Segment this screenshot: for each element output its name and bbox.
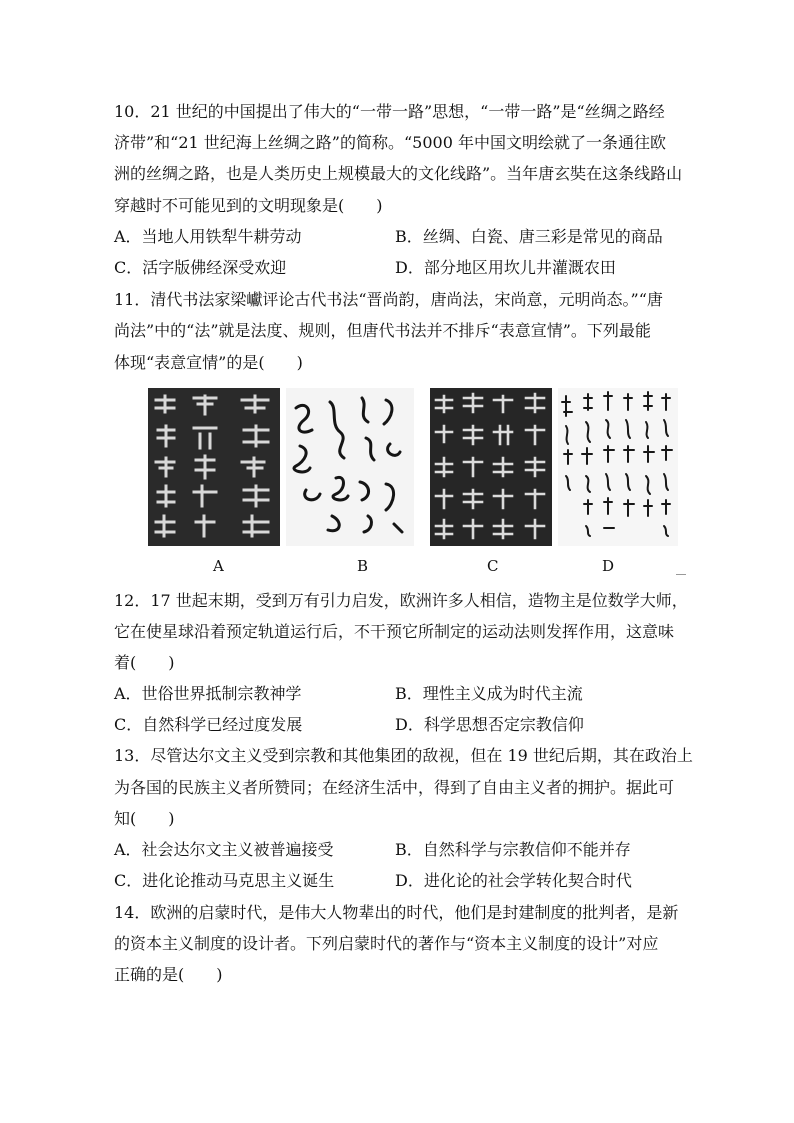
question-13-option-b[interactable]: B．自然科学与宗教信仰不能并存 — [395, 840, 631, 859]
calligraphy-sample-d[interactable] — [558, 388, 678, 546]
question-10-option-b[interactable]: B．丝绸、白瓷、唐三彩是常见的商品 — [395, 227, 663, 246]
figure-caption-a: A — [213, 557, 224, 575]
figure-caption-d: D — [602, 557, 615, 575]
question-10-option-c[interactable]: C．活字版佛经深受欢迎 — [114, 258, 287, 277]
figure-caption-c: C — [487, 557, 499, 575]
question-10-line-1: 10．21 世纪的中国提出了伟大的“一带一路”思想，“一带一路”是“丝绸之路经 — [114, 102, 665, 121]
question-12-option-d[interactable]: D．科学思想否定宗教信仰 — [395, 715, 584, 734]
question-10-option-d[interactable]: D．部分地区用坎儿井灌溉农田 — [395, 258, 616, 277]
question-11-line-3: 体现“表意宣情”的是( ) — [114, 353, 303, 372]
question-14-line-1: 14．欧洲的启蒙时代，是伟大人物辈出的时代，他们是封建制度的批判者，是新 — [114, 903, 679, 922]
question-12-line-3: 着( ) — [114, 653, 175, 672]
question-13-option-c[interactable]: C．进化论推动马克思主义诞生 — [114, 871, 335, 890]
calligraphy-figure — [148, 388, 678, 548]
question-13-line-3: 知( ) — [114, 809, 175, 828]
question-11-line-2: 尚法”中的“法”就是法度、规则，但唐代书法并不排斥“表意宣情”。下列最能 — [114, 321, 651, 340]
question-12-option-b[interactable]: B．理性主义成为时代主流 — [395, 684, 583, 703]
calligraphy-sample-c[interactable] — [430, 388, 552, 546]
question-10-line-4: 穿越时不可能见到的文明现象是( ) — [114, 196, 383, 215]
question-13-line-1: 13．尽管达尔文主义受到宗教和其他集团的敌视，但在 19 世纪后期，其在政治上 — [114, 746, 693, 765]
question-10-line-2: 济带”和“21 世纪海上丝绸之路”的简称。“5000 年中国文明绘就了一条通往欧 — [114, 133, 666, 152]
calligraphy-sample-b[interactable] — [286, 388, 414, 546]
calligraphy-sample-a[interactable] — [148, 388, 280, 546]
question-13-option-d[interactable]: D．进化论的社会学转化契合时代 — [395, 871, 632, 890]
question-13-line-2: 为各国的民族主义者所赞同；在经济生活中，得到了自由主义者的拥护。据此可 — [114, 778, 675, 797]
question-14-line-2: 的资本主义制度的设计者。下列启蒙时代的著作与“资本主义制度的设计”对应 — [114, 934, 659, 953]
question-10-option-a[interactable]: A．当地人用铁犁牛耕劳动 — [114, 227, 302, 246]
scan-mark — [676, 574, 686, 575]
question-13-option-a[interactable]: A．社会达尔文主义被普遍接受 — [114, 840, 334, 859]
question-12-line-2: 它在使星球沿着预定轨道运行后，不干预它所制定的运动法则发挥作用，这意味 — [114, 622, 675, 641]
question-12-option-a[interactable]: A．世俗世界抵制宗教神学 — [114, 684, 302, 703]
question-12-option-c[interactable]: C．自然科学已经过度发展 — [114, 715, 303, 734]
question-10-line-3: 洲的丝绸之路，也是人类历史上规模最大的文化线路”。当年唐玄奘在这条线路山 — [114, 164, 683, 183]
question-14-line-3: 正确的是( ) — [114, 965, 223, 984]
question-11-line-1: 11．清代书法家梁巘评论古代书法“晋尚韵，唐尚法，宋尚意，元明尚态。”“唐 — [114, 290, 663, 309]
question-12-line-1: 12．17 世起末期，受到万有引力启发，欧洲许多人相信，造物主是位数学大师， — [114, 591, 688, 610]
figure-caption-b: B — [357, 557, 369, 575]
